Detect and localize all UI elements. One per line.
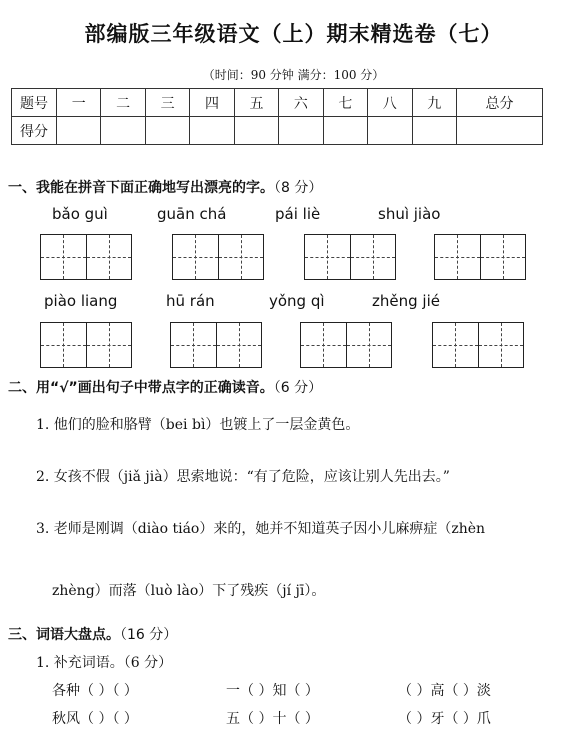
- question-text: zhèng）而落（luò lào）下了残疾（jí jī）。: [52, 583, 326, 599]
- pinyin-label: hū rán: [166, 292, 215, 310]
- score-table: [11, 88, 543, 145]
- score-cell[interactable]: [279, 117, 323, 145]
- score-col-header: 总分: [456, 89, 542, 117]
- section-3-heading: 三、词语大盘点。（16 分）: [8, 627, 178, 643]
- score-table-row-score: [12, 117, 543, 145]
- score-col-header: 七: [323, 89, 367, 117]
- fill-in-item[interactable]: 五（ ）十（ ）: [226, 711, 319, 727]
- score-col-header: 一: [57, 89, 101, 117]
- pinyin-label: piào liang: [44, 292, 118, 310]
- score-cell[interactable]: [145, 117, 189, 145]
- score-cell[interactable]: [234, 117, 278, 145]
- writing-grid[interactable]: [434, 234, 526, 280]
- score-cell[interactable]: [57, 117, 101, 145]
- fill-in-item[interactable]: 一（ ）知（ ）: [226, 683, 319, 699]
- section-1-heading: 一、我能在拼音下面正确地写出漂亮的字。（8 分）: [8, 180, 323, 196]
- writing-grid[interactable]: [300, 322, 392, 368]
- score-col-header: 五: [234, 89, 278, 117]
- fill-in-item[interactable]: （ ）高（ ）淡: [398, 683, 491, 699]
- pinyin-label: yǒng qì: [269, 292, 325, 310]
- question-text: 1. 他们的脸和胳臂（bei bì）也镀上了一层金黄色。: [36, 417, 360, 433]
- pinyin-label: shuì jiào: [378, 205, 441, 223]
- fill-in-item[interactable]: 各种（ ）（ ）: [52, 683, 138, 699]
- score-col-header: 六: [279, 89, 323, 117]
- writing-grid[interactable]: [40, 234, 132, 280]
- score-col-header: 三: [145, 89, 189, 117]
- score-col-header: 九: [412, 89, 456, 117]
- writing-grid[interactable]: [304, 234, 396, 280]
- score-table-row-number: [12, 89, 543, 117]
- score-cell[interactable]: [368, 117, 412, 145]
- fill-in-item[interactable]: （ ）牙（ ）爪: [398, 711, 491, 727]
- score-col-header: 四: [190, 89, 234, 117]
- writing-grid[interactable]: [432, 322, 524, 368]
- question-text: 3. 老师是刚调（diào tiáo）来的，她并不知道英子因小儿麻痹症（zhèn: [36, 521, 486, 537]
- pinyin-label: pái liè: [275, 205, 321, 223]
- pinyin-label: zhěng jié: [372, 292, 440, 310]
- pinyin-label: bǎo guì: [52, 205, 108, 223]
- page-title: 部编版三年级语文（上）期末精选卷（七）: [84, 22, 503, 46]
- score-cell[interactable]: [456, 117, 542, 145]
- score-row-label: 得分: [12, 117, 57, 145]
- writing-grid[interactable]: [170, 322, 262, 368]
- subquestion-title: 1. 补充词语。（6 分）: [36, 655, 173, 671]
- score-col-header: 二: [101, 89, 145, 117]
- section-2-heading: 二、用“√”画出句子中带点字的正确读音。（6 分）: [8, 380, 323, 396]
- score-cell[interactable]: [190, 117, 234, 145]
- score-cell[interactable]: [323, 117, 367, 145]
- writing-grid[interactable]: [40, 322, 132, 368]
- score-row-label: 题号: [12, 89, 57, 117]
- question-text: 2. 女孩不假（jiǎ jià）思索地说：“有了危险，应该让别人先出去。”: [36, 469, 450, 485]
- pinyin-label: guān chá: [157, 205, 227, 223]
- fill-in-item[interactable]: 秋风（ ）（ ）: [52, 711, 138, 727]
- score-col-header: 八: [368, 89, 412, 117]
- score-cell[interactable]: [412, 117, 456, 145]
- score-cell[interactable]: [101, 117, 145, 145]
- exam-info: （时间：90 分钟 满分：100 分）: [202, 68, 385, 82]
- writing-grid[interactable]: [172, 234, 264, 280]
